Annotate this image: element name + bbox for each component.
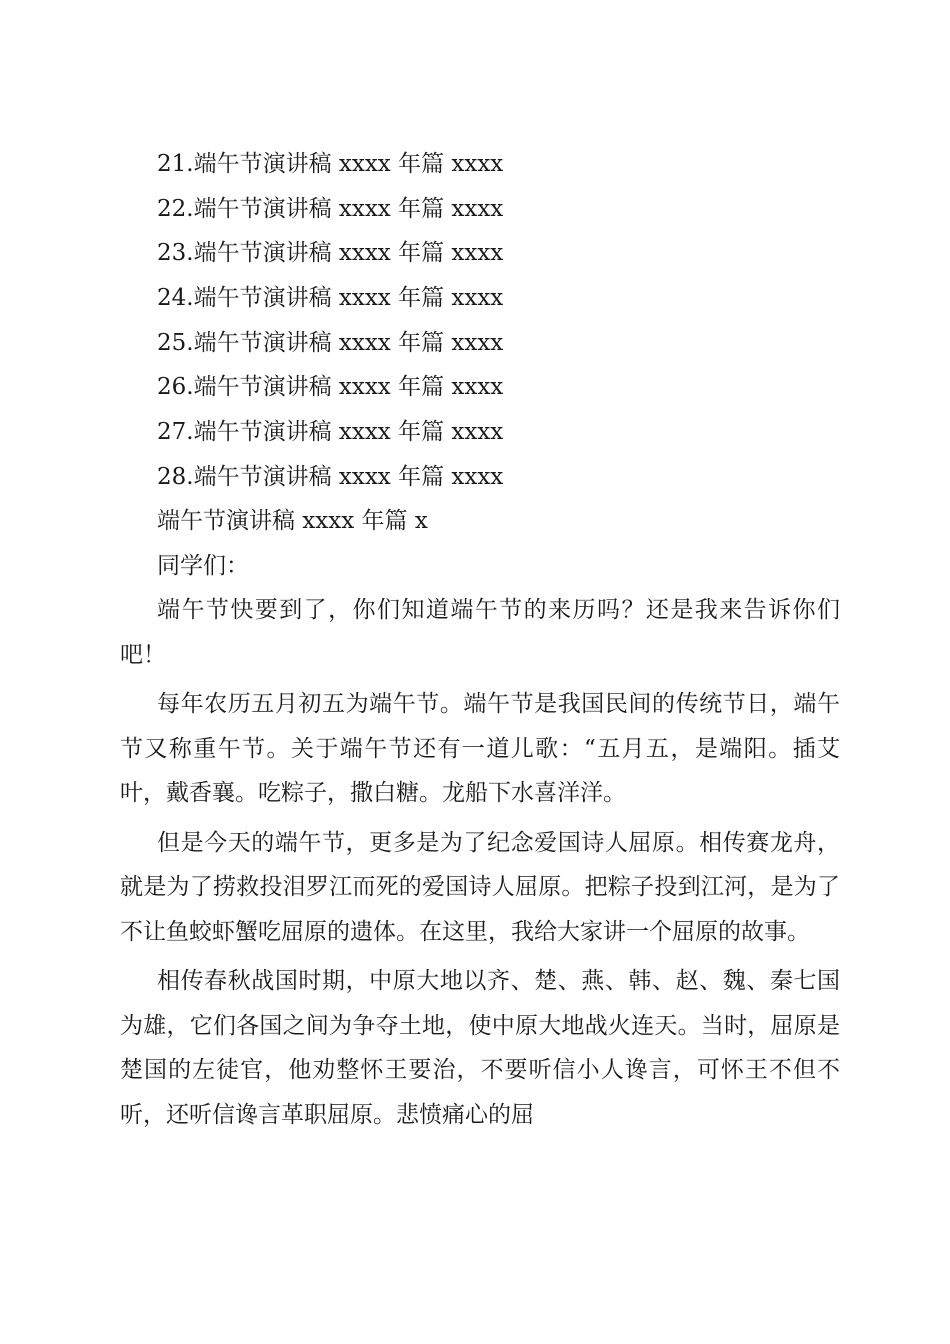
paragraph-quyuan: 但是今天的端午节，更多是为了纪念爱国诗人屈原。相传赛龙舟，就是为了捞救投泪罗江而死的爱国诗人屈原。把粽子投到江河，是为了不让鱼蛟虾蟹吃屈原的遗体。在这里，我给大家讲一个屈原的故事。 (120, 829, 840, 945)
paragraph-story: 相传春秋战国时期，中原大地以齐、楚、燕、韩、赵、魏、秦七国为雄，它们各国之间为争夺土地，使中原大地战火连天。当时，屈原是楚国的左徒官，他劝整怀王要治，不要听信小人谗言，可怀王不但不听，还听信谗言革职屈原。悲愤痛心的屈 (120, 968, 840, 1128)
table-of-contents (157, 142, 837, 500)
paragraph-intro: 端午节快要到了，你们知道端午节的来历吗？还是我来告诉你们吧！ (120, 597, 840, 668)
paragraph-origin: 每年农历五月初五为端午节。端午节是我国民间的传统节日，端午节又称重午节。关于端午节还有一道儿歌：“五月五，是端阳。插艾叶，戴香襄。吃粽子，撒白糖。龙船下水喜洋洋。 (120, 691, 840, 806)
article-heading: 端午节演讲稿 xxxx 年篇 x (157, 508, 428, 534)
toc-item: 26.端午节演讲稿 xxxx 年篇 xxxx (157, 374, 504, 401)
toc-item: 22.端午节演讲稿 xxxx 年篇 xxxx (157, 195, 504, 222)
article-body (120, 499, 840, 1137)
salutation: 同学们： (157, 552, 249, 579)
toc-item: 27.端午节演讲稿 xxxx 年篇 xxxx (157, 419, 504, 446)
toc-item: 24.端午节演讲稿 xxxx 年篇 xxxx (157, 285, 504, 312)
toc-item: 28.端午节演讲稿 xxxx 年篇 xxxx (157, 463, 504, 490)
toc-item: 23.端午节演讲稿 xxxx 年篇 xxxx (157, 240, 504, 267)
toc-item: 25.端午节演讲稿 xxxx 年篇 xxxx (157, 329, 504, 356)
toc-item: 21.端午节演讲稿 xxxx 年篇 xxxx (157, 151, 504, 177)
